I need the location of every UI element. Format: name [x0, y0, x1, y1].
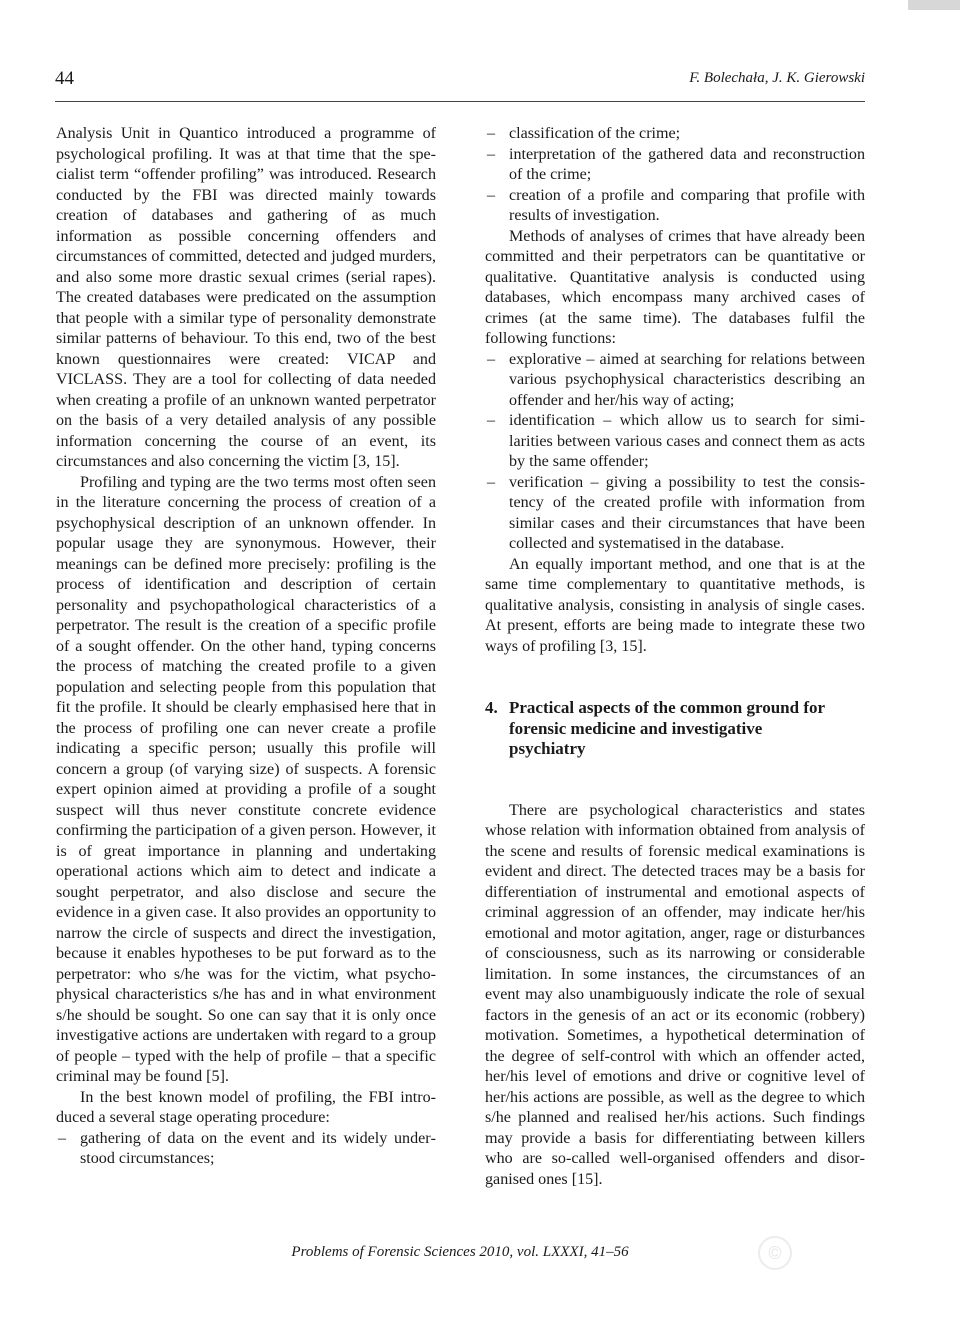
procedure-list-item: – gathering of data on the event and its widely understood circumstances; [56, 1129, 436, 1170]
section-title: Practical aspects of the common ground for forensic medicine and investigative psychiatry [509, 698, 825, 758]
function-list-item: – identification – which allow us to search for similarities between various cases and connect them as acts by the same offender; [485, 411, 865, 473]
procedure-list-item: – classification of the crime; [485, 124, 865, 145]
procedure-list-continued [485, 124, 865, 227]
section-number: 4. [485, 698, 498, 717]
paragraph-fbi-databases: Analysis Unit in Quantico introduced a programme of psychological profiling. It was at that time that the specialist term “offender profiling” was introduced. Research conducted by the FBI was directed mainly towards creation of databases and gathering of as much information as possible concerning offenders and circumstances of committed, detected and judged murders, and also some more drastic sexual crimes (serial rapes). The created databases were predicated on the assumption that people with a similar type of personality demonstrate similar patterns of behaviour. To this end, two of the best known questionnaires were created: VICAP and VICLASS. They are a tool for collecting of data needed when creating a profile of an unknown wanted perpetrator on the basis of a very detailed analysis of any possible information concerning the course of an event, its circumstances and also concerning the victim [3, 15]. [56, 125, 436, 470]
paragraph-qualitative-analysis: An equally important method, and one that is at the same time complementary to quantitative methods, is qualitative analysis, consisting in analysis of single cases. At present, efforts are being made to integrate these two ways of profiling [3, 15]. [485, 555, 865, 655]
section-heading [485, 698, 865, 760]
procedure-list-item: – creation of a profile and comparing that profile with results of investigation. [485, 186, 865, 227]
scan-corner-mark [908, 0, 960, 10]
database-functions-list [485, 350, 865, 555]
paragraph-fbi-procedure: In the best known model of profiling, the FBI introduced a several stage operating procedure: [56, 1088, 436, 1126]
function-list-item: – verification – giving a possibility to test the consistency of the created profile with information from similar cases and their circumstances that have been collected and systematised in the database. [485, 473, 865, 555]
paragraph-psychological-characteristics: There are psychological characteristics and states whose relation with information obtained from analysis of the scene and results of forensic medical examinations is evident and direct. The detected traces may be a basis for differentiation of instrumental and emotional aspects of criminal aggression of an offender, may indicate her/his emotional and motor agitation, anger, rage or disturbances of consciousness, such as its narrowing or considerable limitation. In some instances, the circumstances of an event may also unambiguously indicate the role of sexual factors in the genesis of an act or its economic (robbery) motivation. Sometimes, a hypothetical determination of the degree of self-control with which an offender acted, her/his level of emotions and drive or cognitive level of her/his actions are possible, as well as the degree to which s/he planned and realised her/his actions. Such findings may provide a basis for differentiating between killers who are so-called well-organised offenders and disorganised ones [15]. [485, 801, 865, 1188]
function-list-item: – explorative – aimed at searching for relations between various psychophysical characteristics describing an offender and her/his way of acting; [485, 350, 865, 412]
page-number: 44 [55, 68, 74, 89]
header-rule [55, 101, 865, 102]
procedure-list-item: – interpretation of the gathered data and reconstruction of the crime; [485, 145, 865, 186]
paragraph-profiling-typing: Profiling and typing are the two terms most often seen in the literature concerning the process of creation of a psychophysical description of an unknown offender. In popular usage they are synonymous. However, their meanings can be defined more precisely: profiling is the process of identification and description of certain personality and psychopathological characteristics of a perpetrator. The result is the creation of a specific profile of a sought offender. On the other hand, typing concerns the process of matching the created profile to a given population and selecting people from this population that fit the profile. It should be clearly emphasised here that in the process of profiling one can never create a profile indicating a specific person; usually this profile will concern a group (of varying size) of suspects. A forensic expert opinion aimed at providing a profile of a sought suspect will thus never constitute concrete evidence confirming the participation of a given person. However, it is of great importance in planning and undertaking operational actions which aim to detect and indicate a sought perpetrator, and also disclose and secure the evidence in a given case. It also provides an opportunity to narrow the circle of suspects and direct the investigation, because it enables hypotheses to be put forward as to the perpetrator: who s/he was for the victim, what psychophysical characteristics s/he has and in what environment s/he should be sought. So one can say that it is only once investigative actions are undertaken with regard to a group of people – typed with the help of profile – that a specific criminal may be found [5]. [56, 473, 436, 1085]
left-column [56, 124, 436, 1170]
journal-footer: Problems of Forensic Sciences 2010, vol. LXXXI, 41–56 [291, 1244, 629, 1260]
procedure-list [56, 1129, 436, 1170]
running-head-authors: F. Bolechała, J. K. Gierowski [689, 70, 865, 86]
paragraph-analysis-methods: Methods of analyses of crimes that have already been committed and their perpetrators can be quantitative or qualitative. Quantitative analysis is conducted using databases, which encompass many archived cases of crimes (at the same time). The databases fulfil the following functions: [485, 227, 865, 347]
journal-watermark-logo: © [758, 1236, 792, 1270]
right-column [485, 124, 865, 1190]
